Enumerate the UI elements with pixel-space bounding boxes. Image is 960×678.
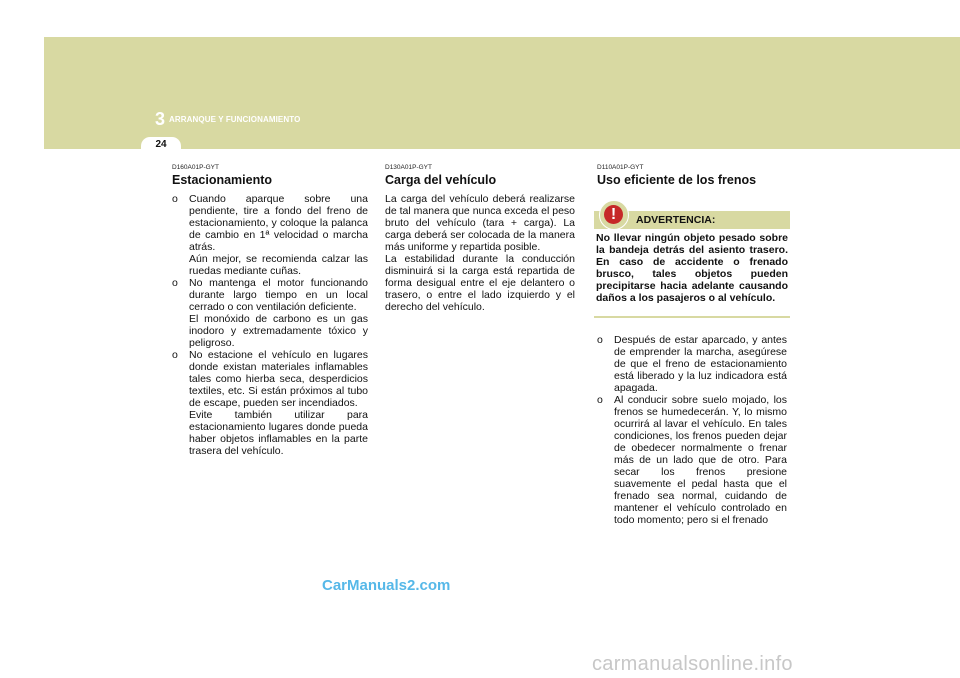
list-item-text: No estacione el vehículo en lugares donde existan materiales inflamables tales como hierba seca, desperdicios textiles, etc. Si están próximos al tubo de escape, pueden ser incendiados. xyxy=(189,349,368,409)
bullet-list xyxy=(597,334,787,526)
bullet-list xyxy=(172,193,368,457)
list-item xyxy=(172,349,368,457)
page-number: 24 xyxy=(155,139,167,150)
warning-icon xyxy=(599,200,629,230)
list-item-extra: Evite también utilizar para estacionamiento lugares donde pueda haber objetos inflamables en la parte trasera del vehículo. xyxy=(189,409,368,457)
section-code: D130A01P-GYT xyxy=(385,164,432,171)
bullet-marker: o xyxy=(597,334,603,346)
list-item-text: Después de estar aparcado, y antes de emprender la marcha, asegúrese de que el freno de estacionamiento está liberado y la luz indicadora está apagada. xyxy=(614,334,787,394)
exclamation-icon: ! xyxy=(604,205,623,224)
list-item xyxy=(172,277,368,349)
watermark-link[interactable]: CarManuals2.com xyxy=(322,577,451,594)
bullet-marker: o xyxy=(597,394,603,406)
bullet-marker: o xyxy=(172,193,178,205)
paragraph: La estabilidad durante la conducción disminuirá si la carga está repartida de forma desigual entre el eje delantero o trasero, o entre el lado izquierdo y el derecho del vehículo. xyxy=(385,253,575,313)
list-item xyxy=(172,193,368,277)
warning-divider xyxy=(594,316,790,318)
bullet-marker: o xyxy=(172,277,178,289)
header-band xyxy=(44,37,960,149)
section-estacionamiento xyxy=(172,164,368,457)
chapter-title: ARRANQUE Y FUNCIONAMIENTO xyxy=(169,115,301,124)
list-item-extra: Aún mejor, se recomienda calzar las ruedas mediante cuñas. xyxy=(189,253,368,277)
section-carga xyxy=(385,164,575,313)
section-code: D160A01P-GYT xyxy=(172,164,219,171)
section-heading: Estacionamiento xyxy=(172,173,273,187)
section-code: D110A01P-GYT xyxy=(597,164,644,171)
watermark-footer: carmanualsonline.info xyxy=(592,653,793,675)
paragraph: La carga del vehículo deberá realizarse de tal manera que nunca exceda el peso bruto del vehículo (tara + carga). La carga deberá ser colocada de la manera más uniforme y repartida posible. xyxy=(385,193,575,253)
section-heading: Carga del vehículo xyxy=(385,173,497,187)
list-item xyxy=(597,334,787,394)
warning-box xyxy=(594,206,790,316)
warning-text: No llevar ningún objeto pesado sobre la bandeja detrás del asiento trasero. En caso de accidente o frenado brusco, tales objetos pueden precipitarse hacia adelante causando daños a los pasajeros o al vehículo. xyxy=(596,232,788,304)
list-item-text: Al conducir sobre suelo mojado, los frenos se humedecerán. Y, lo mismo ocurrirá al lavar el vehículo. En tales condiciones, los frenos pueden dejar de obedecer normalmente o frenar más de un lado que de otro. Para secar los frenos presione suavemente el pedal hasta que el frenado sea normal, cuidando de mantener el vehículo controlado en todo momento; pero si el frenado xyxy=(614,394,787,526)
list-item-extra: El monóxido de carbono es un gas inodoro y extremadamente tóxico y peligroso. xyxy=(189,313,368,349)
warning-title: ADVERTENCIA: xyxy=(636,214,716,226)
bullet-marker: o xyxy=(172,349,178,361)
list-item-text: Cuando aparque sobre una pendiente, tire a fondo del freno de estacionamiento, y coloque la palanca de cambio en 1ª velocidad o marcha atrás. xyxy=(189,193,368,253)
brake-tips xyxy=(597,334,787,526)
chapter-number: 3 xyxy=(155,109,166,129)
list-item-text: No mantenga el motor funcionando durante largo tiempo en un local cerrado o con ventilación deficiente. xyxy=(189,277,368,313)
section-heading: Uso eficiente de los frenos xyxy=(597,173,757,187)
list-item xyxy=(597,394,787,526)
section-frenos xyxy=(597,164,787,187)
